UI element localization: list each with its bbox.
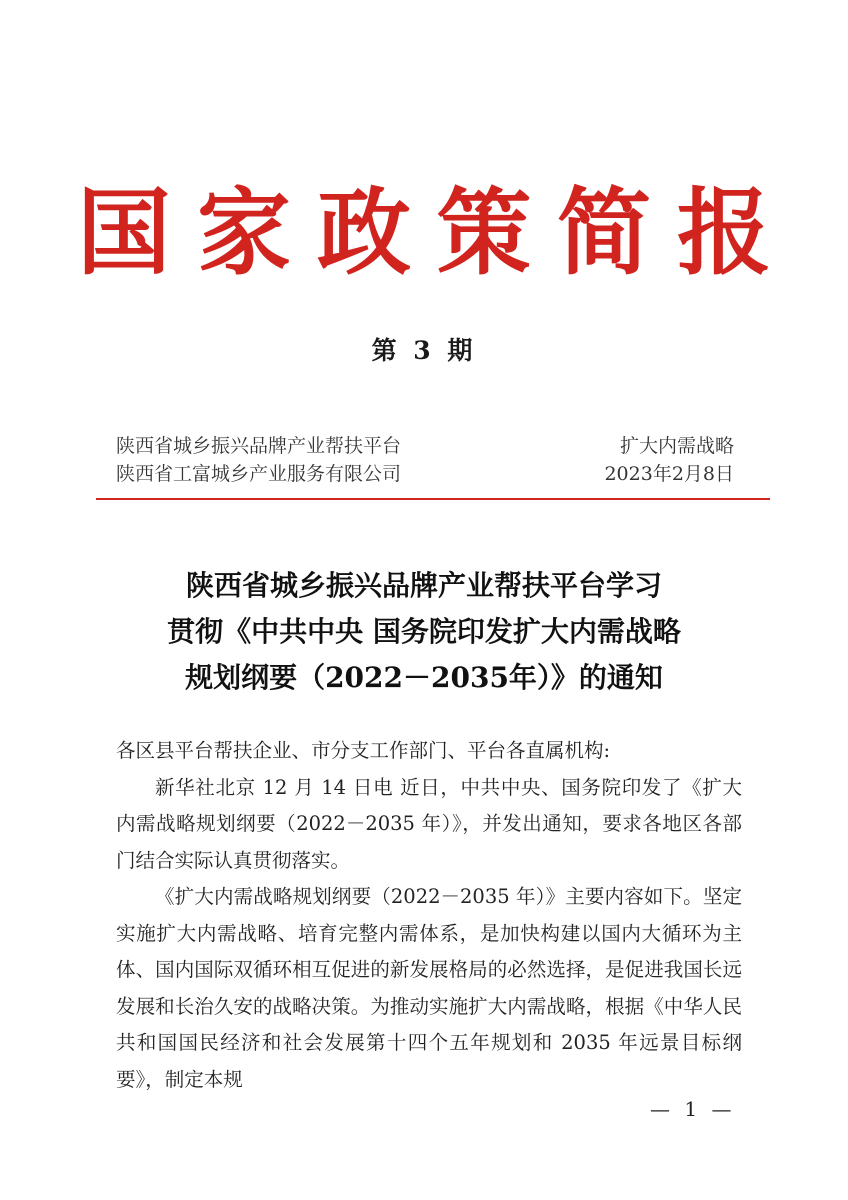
salutation: 各区县平台帮扶企业、市分支工作部门、平台各直属机构: bbox=[116, 739, 611, 762]
body-paragraph: 《扩大内需战略规划纲要（2022－2035 年）》主要内容如下。坚定实施扩大内需战略、培育完整内需体系，是加快构建以国内大循环为主体、国内国际双循环相互促进的新发展格局的必然选择，是促进我国长远发展和长治久安的战略决策。为推动实施扩大内需战略，根据《中华人民共和国国民经济和社会发展第十四个五年规划和 2035 年远景目标纲要》，制定本规 bbox=[116, 885, 742, 1091]
article-title-line: 陕西省城乡振兴品牌产业帮扶平台学习 bbox=[185, 569, 662, 602]
page-number: — 1 — bbox=[650, 1097, 736, 1121]
publisher-name-1: 陕西省城乡振兴品牌产业帮扶平台 bbox=[116, 435, 402, 457]
masthead-title: 国家政策简报 bbox=[76, 178, 797, 288]
publisher-name-2: 陕西省工富城乡产业服务有限公司 bbox=[116, 463, 402, 485]
issue-number: 第 3 期 bbox=[371, 336, 477, 365]
article-title-line: 规划纲要（2022－2035年）》的通知 bbox=[185, 661, 663, 694]
article-title-line: 贯彻《中共中央 国务院印发扩大内需战略 bbox=[167, 615, 681, 648]
article-title bbox=[0, 563, 848, 701]
article-body bbox=[116, 733, 742, 1098]
publisher-block bbox=[116, 432, 401, 488]
topic-date-block bbox=[604, 432, 734, 488]
publish-date: 2023年2月8日 bbox=[604, 463, 734, 485]
masthead-divider bbox=[96, 498, 770, 500]
body-paragraph: 新华社北京 12 月 14 日电 近日，中共中央、国务院印发了《扩大内需战略规划纲要（2022－2035 年）》，并发出通知，要求各地区各部门结合实际认真贯彻落实。 bbox=[116, 775, 742, 872]
topic-label: 扩大内需战略 bbox=[619, 435, 734, 457]
